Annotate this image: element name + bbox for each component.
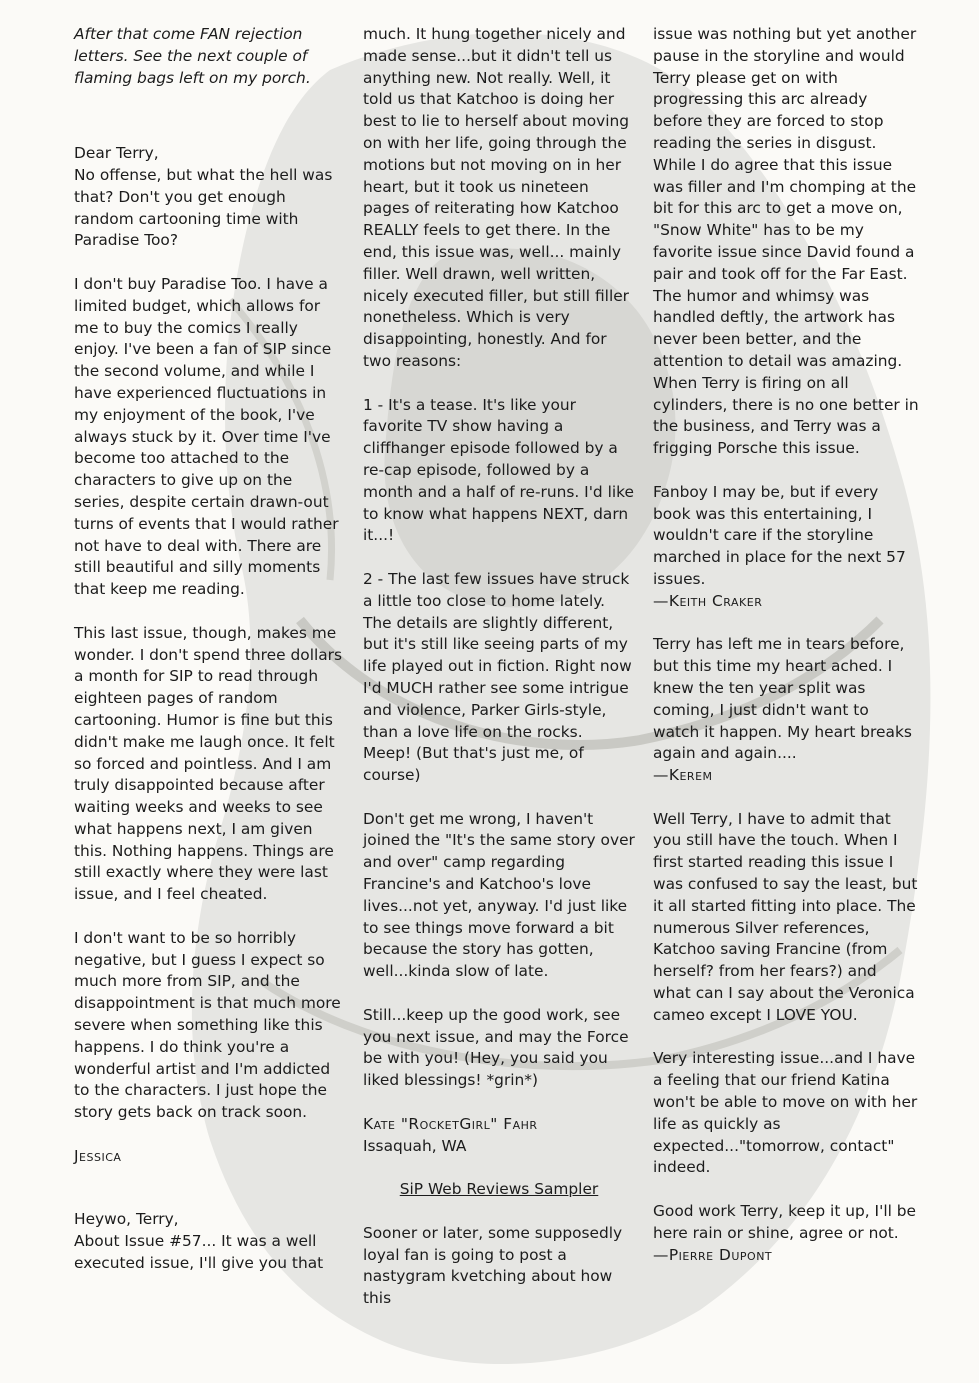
letter-2-paragraph-wrong: Don't get me wrong, I haven't joined the "It's the same story over and over" camp regarding Francine's and Katchoo's love lives...not yet, anyway. I'd just like to see things move forward a bit because the story has gotten, well...kinda slow of late. <box>363 809 635 981</box>
review-3-signature: —Pierre Dupont <box>653 1245 773 1264</box>
column-1 <box>74 24 346 1297</box>
column-2 <box>363 24 635 1332</box>
review-2-text: Terry has left me in tears before, but this time my heart ached. I knew the ten year split was coming, I just didn't want to watch it happen. My heart breaks again and again.... <box>653 635 912 763</box>
letter-1-signature: Jessica <box>74 1146 122 1165</box>
section-heading: SiP Web Reviews Sampler <box>399 1180 599 1199</box>
letter-1-paragraph-3: This last issue, though, makes me wonder. I don't spend three dollars a month for SIP to read through eighteen pages of random cartooning. Humor is fine but this didn't make me laugh once. It felt so forced and pointless. And I am truly disappointed because after waiting weeks and weeks to see what happens next, I am given this. Nothing happens. Things are still exactly where they were last issue, and I feel cheated. <box>74 623 343 904</box>
letter-2-reason-2: 2 - The last few issues have struck a little too close to home lately. The details are slightly different, but it's still like seeing parts of my life played out in fiction. Right now I'd MUCH rather see some intrigue and violence, Parker Girls-style, than a love life on the rocks. Meep! (But that's just me, of course) <box>363 569 632 785</box>
letter-2-start: About Issue #57... It was a well executed issue, I'll give you that <box>74 1232 324 1273</box>
letter-2-opening <box>74 1209 346 1274</box>
letter-1-paragraph-4: I don't want to be so horribly negative, but I guess I expect so much more from SIP, and the disappointment is that much more severe when something like this happens. I do think you're a wonderful artist and I'm addicted to the characters. I just hope the story gets back on track soon. <box>74 928 341 1122</box>
review-3-text: Good work Terry, keep it up, I'll be here rain or shine, agree or not. <box>653 1202 917 1242</box>
editor-intro: After that come FAN rejection letters. See the next couple of flaming bags left on my porch. <box>74 25 311 87</box>
column-3 <box>653 24 919 1288</box>
review-1-text: Fanboy I may be, but if every book was this entertaining, I wouldn't care if the storyline marched in place for the next 57 issues. <box>653 482 906 588</box>
review-3-closing <box>653 1201 919 1266</box>
review-1-signature: —Keith Craker <box>653 591 763 610</box>
review-2 <box>653 634 919 787</box>
review-1-continued: issue was nothing but yet another pause in the storyline and would Terry please get on with progressing this arc already before they are forced to stop reading the series in disgust. While I do agree that this issue was filler and I'm chomping at the bit for this arc to get a move on, "Snow White" has to be my favorite issue since David found a pair and took off for the Far East. The humor and whimsy was handled deftly, the artwork has never been better, and the attention to detail was amazing. When Terry is firing on all cylinders, there is no one better in the business, and Terry was a frigging Porsche this issue. <box>653 25 919 458</box>
letter-2-salutation: Heywo, Terry, <box>74 1210 179 1229</box>
letter-2-reason-1: 1 - It's a tease. It's like your favorite TV show having a cliffhanger episode followed by a re-cap episode, followed by a month and a half of re-runs. I'd like to know what happens NEXT, darn it...! <box>363 395 634 545</box>
review-3-paragraph-1: Well Terry, I have to admit that you still have the touch. When I first started reading this issue I was confused to say the least, but it all started fitting into place. The numerous Silver references, Katchoo saving Francine (from herself? from her fears?) and what can I say about the Veronica cameo except I LOVE YOU. <box>653 809 918 1024</box>
letter-1-paragraph-1: No offense, but what the hell was that? Don't you get enough random cartooning time with Paradise Too? <box>74 165 333 250</box>
letter-2-signature-place: Issaquah, WA <box>363 1136 467 1155</box>
review-3-paragraph-2: Very interesting issue...and I have a feeling that our friend Katina won't be able to move on with her life as quickly as expected..."tomorrow, contact" indeed. <box>653 1049 918 1177</box>
review-2-signature: —Kerem <box>653 766 713 785</box>
letter-1-salutation: Dear Terry, <box>74 144 159 163</box>
letter-1-opening <box>74 143 346 252</box>
letter-1-paragraph-2: I don't buy Paradise Too. I have a limited budget, which allows for me to buy the comics I really enjoy. I've been a fan of SIP since the second volume, and while I have experienced fluctuations in my enjoyment of the book, I've always stuck by it. Over time I've become too attached to the characters to give up on the series, despite certain drawn-out turns of events that I would rather not have to deal with. There are still beautiful and silly moments that keep me reading. <box>74 274 339 599</box>
letter-2-signature-name: Kate "RocketGirl" Fahr <box>363 1114 538 1133</box>
sampler-intro: Sooner or later, some supposedly loyal fan is going to post a nastygram kvetching about how this <box>363 1223 623 1308</box>
letter-2-continued: much. It hung together nicely and made sense...but it didn't tell us anything new. Not really. Well, it told us that Katchoo is doing her best to lie to herself about moving on with her life, going through the motions but not moving on in her heart, but it took us nineteen pages of reiterating how Katchoo REALLY feels to get there. In the end, this issue was, well... mainly filler. Well drawn, well written, nicely executed filler, but still filler nonetheless. Which is very disappointing, honestly. And for two reasons: <box>363 25 630 370</box>
letter-2-paragraph-still: Still...keep up the good work, see you next issue, and may the Force be with you! (Hey, you said you liked blessings! *grin*) <box>363 1005 629 1090</box>
review-1-closing <box>653 482 919 613</box>
letter-2-signature <box>363 1114 635 1158</box>
